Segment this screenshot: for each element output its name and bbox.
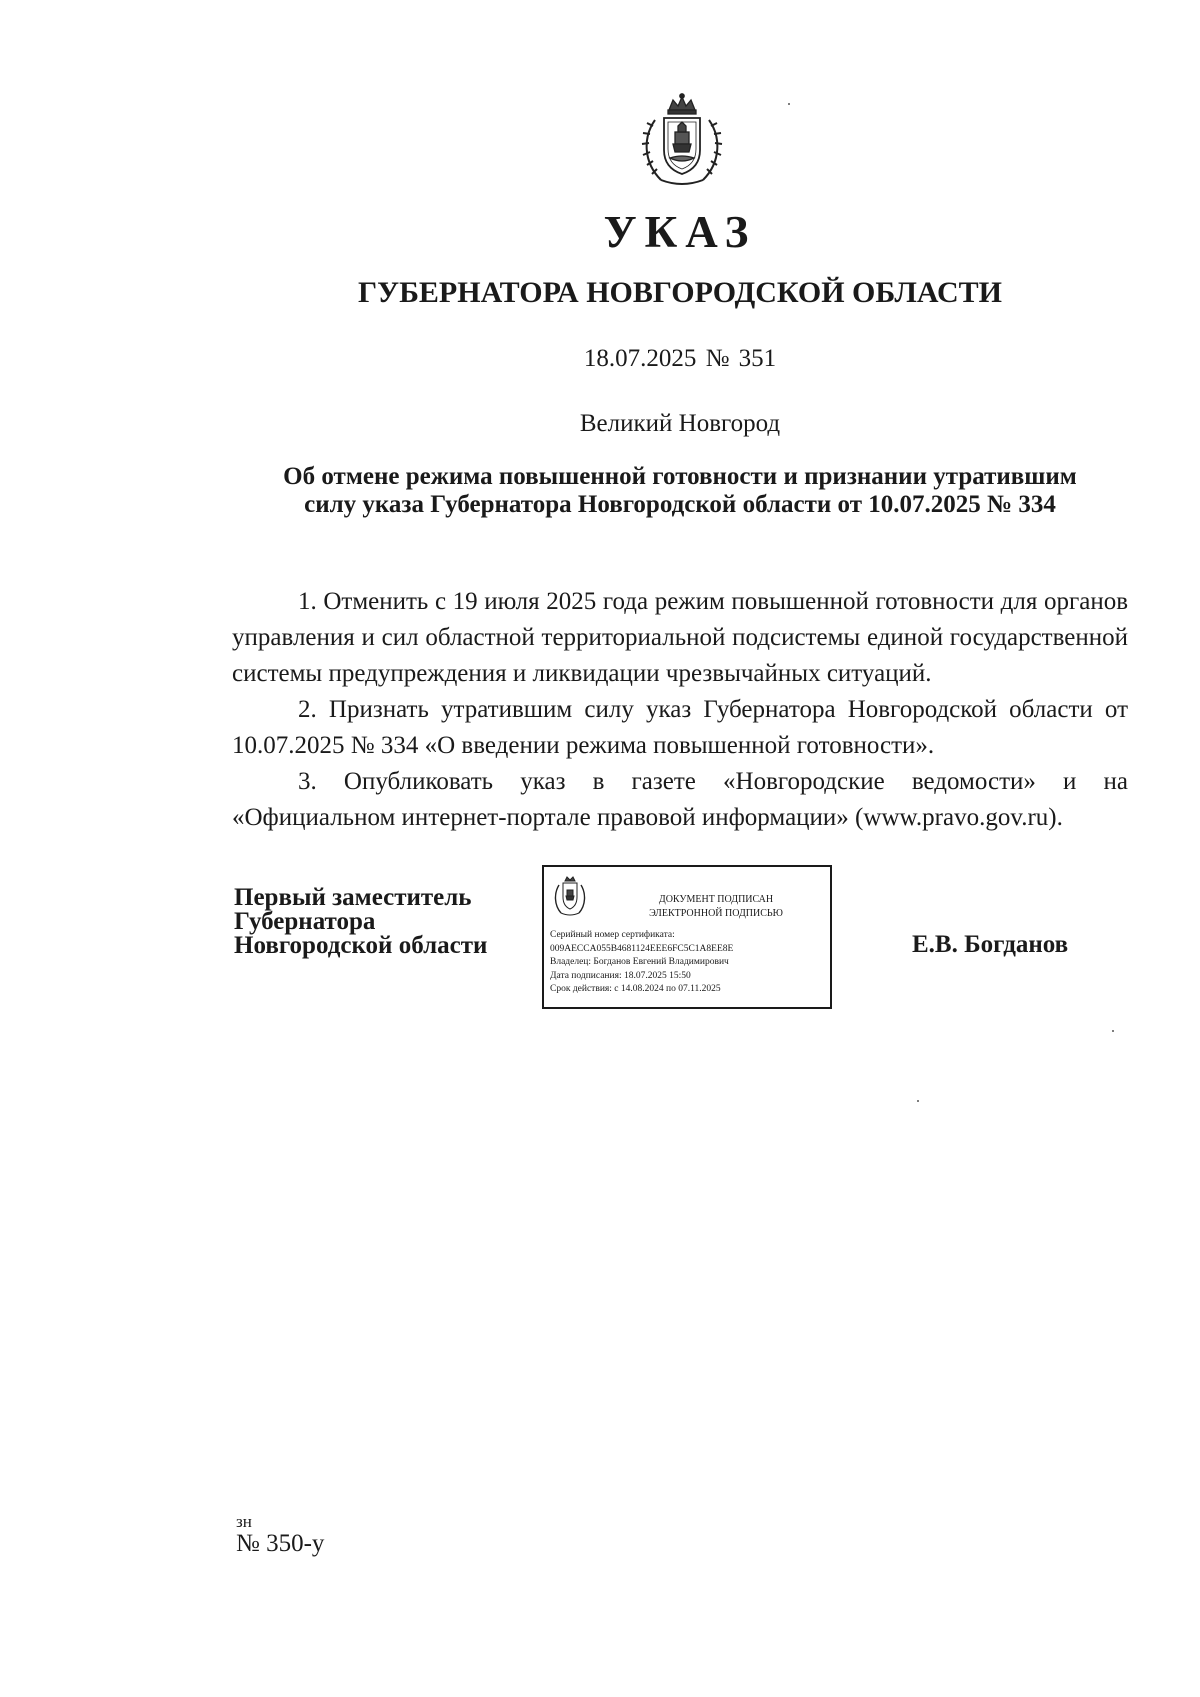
esignature-heading-line: ДОКУМЕНТ ПОДПИСАН [658,894,774,905]
scan-speck [1112,1030,1114,1032]
subject-line: силу указа Губернатора Новгородской области от 10.07.2025 № 334 [304,491,1056,518]
esignature-detail-line: 009AECCA055B4681124EEE6FC5C1A8EE8E [550,943,734,954]
city: Великий Новгород [579,410,781,437]
scan-speck [788,103,790,105]
esignature-details [550,929,733,997]
esignature-detail-line: Серийный номер сертификата: [550,930,675,940]
signer-title [234,886,487,958]
footer-code: зн [236,1512,252,1531]
scan-speck [917,1100,919,1102]
esignature-detail-line: Дата подписания: 18.07.2025 15:50 [550,970,691,981]
esignature-detail-line: Срок действия: с 14.08.2024 по 07.11.2025 [550,984,721,994]
signer-title-line: Первый заместитель [234,884,472,911]
esignature-detail-line: Владелец: Богданов Евгений Владимирович [550,957,729,967]
document-type-heading: УКАЗ [603,207,757,257]
issuer-heading: ГУБЕРНАТОРА НОВГОРОДСКОЙ ОБЛАСТИ [357,276,1003,309]
document-subject [232,463,1128,519]
footer-number: № 350-у [236,1530,325,1557]
paragraph: 3. Опубликовать указ в газете «Новгородские ведомости» и на «Официальном интернет-портале правовой информации» (www.pravo.gov.ru). [232,768,1128,831]
coat-of-arms-icon [637,92,727,190]
subject-line: Об отмене режима повышенной готовности и признании утратившим [283,463,1077,490]
signer-title-line: Новгородской области [234,932,488,959]
date-and-number: 18.07.2025 № 351 [583,345,777,372]
paragraph: 1. Отменить с 19 июля 2025 года режим повышенной готовности для органов управления и сил областной территориальной подсистемы единой государственной системы предупреждения и ликвидации чрезвычайных ситуаций. [232,588,1128,687]
esignature-heading-line: ЭЛЕКТРОННОЙ ПОДПИСЬЮ [649,908,783,919]
signer-title-line: Губернатора [234,908,376,935]
paragraph: 2. Признать утратившим силу указ Губернатора Новгородской области от 10.07.2025 № 334 «О введении режима повышенной готовности». [232,696,1128,759]
coat-of-arms-icon [552,875,588,917]
document-body [232,584,1128,836]
esignature-heading [616,893,816,921]
electronic-signature-stamp [542,865,832,1009]
signer-name: Е.В. Богданов [912,931,1069,958]
